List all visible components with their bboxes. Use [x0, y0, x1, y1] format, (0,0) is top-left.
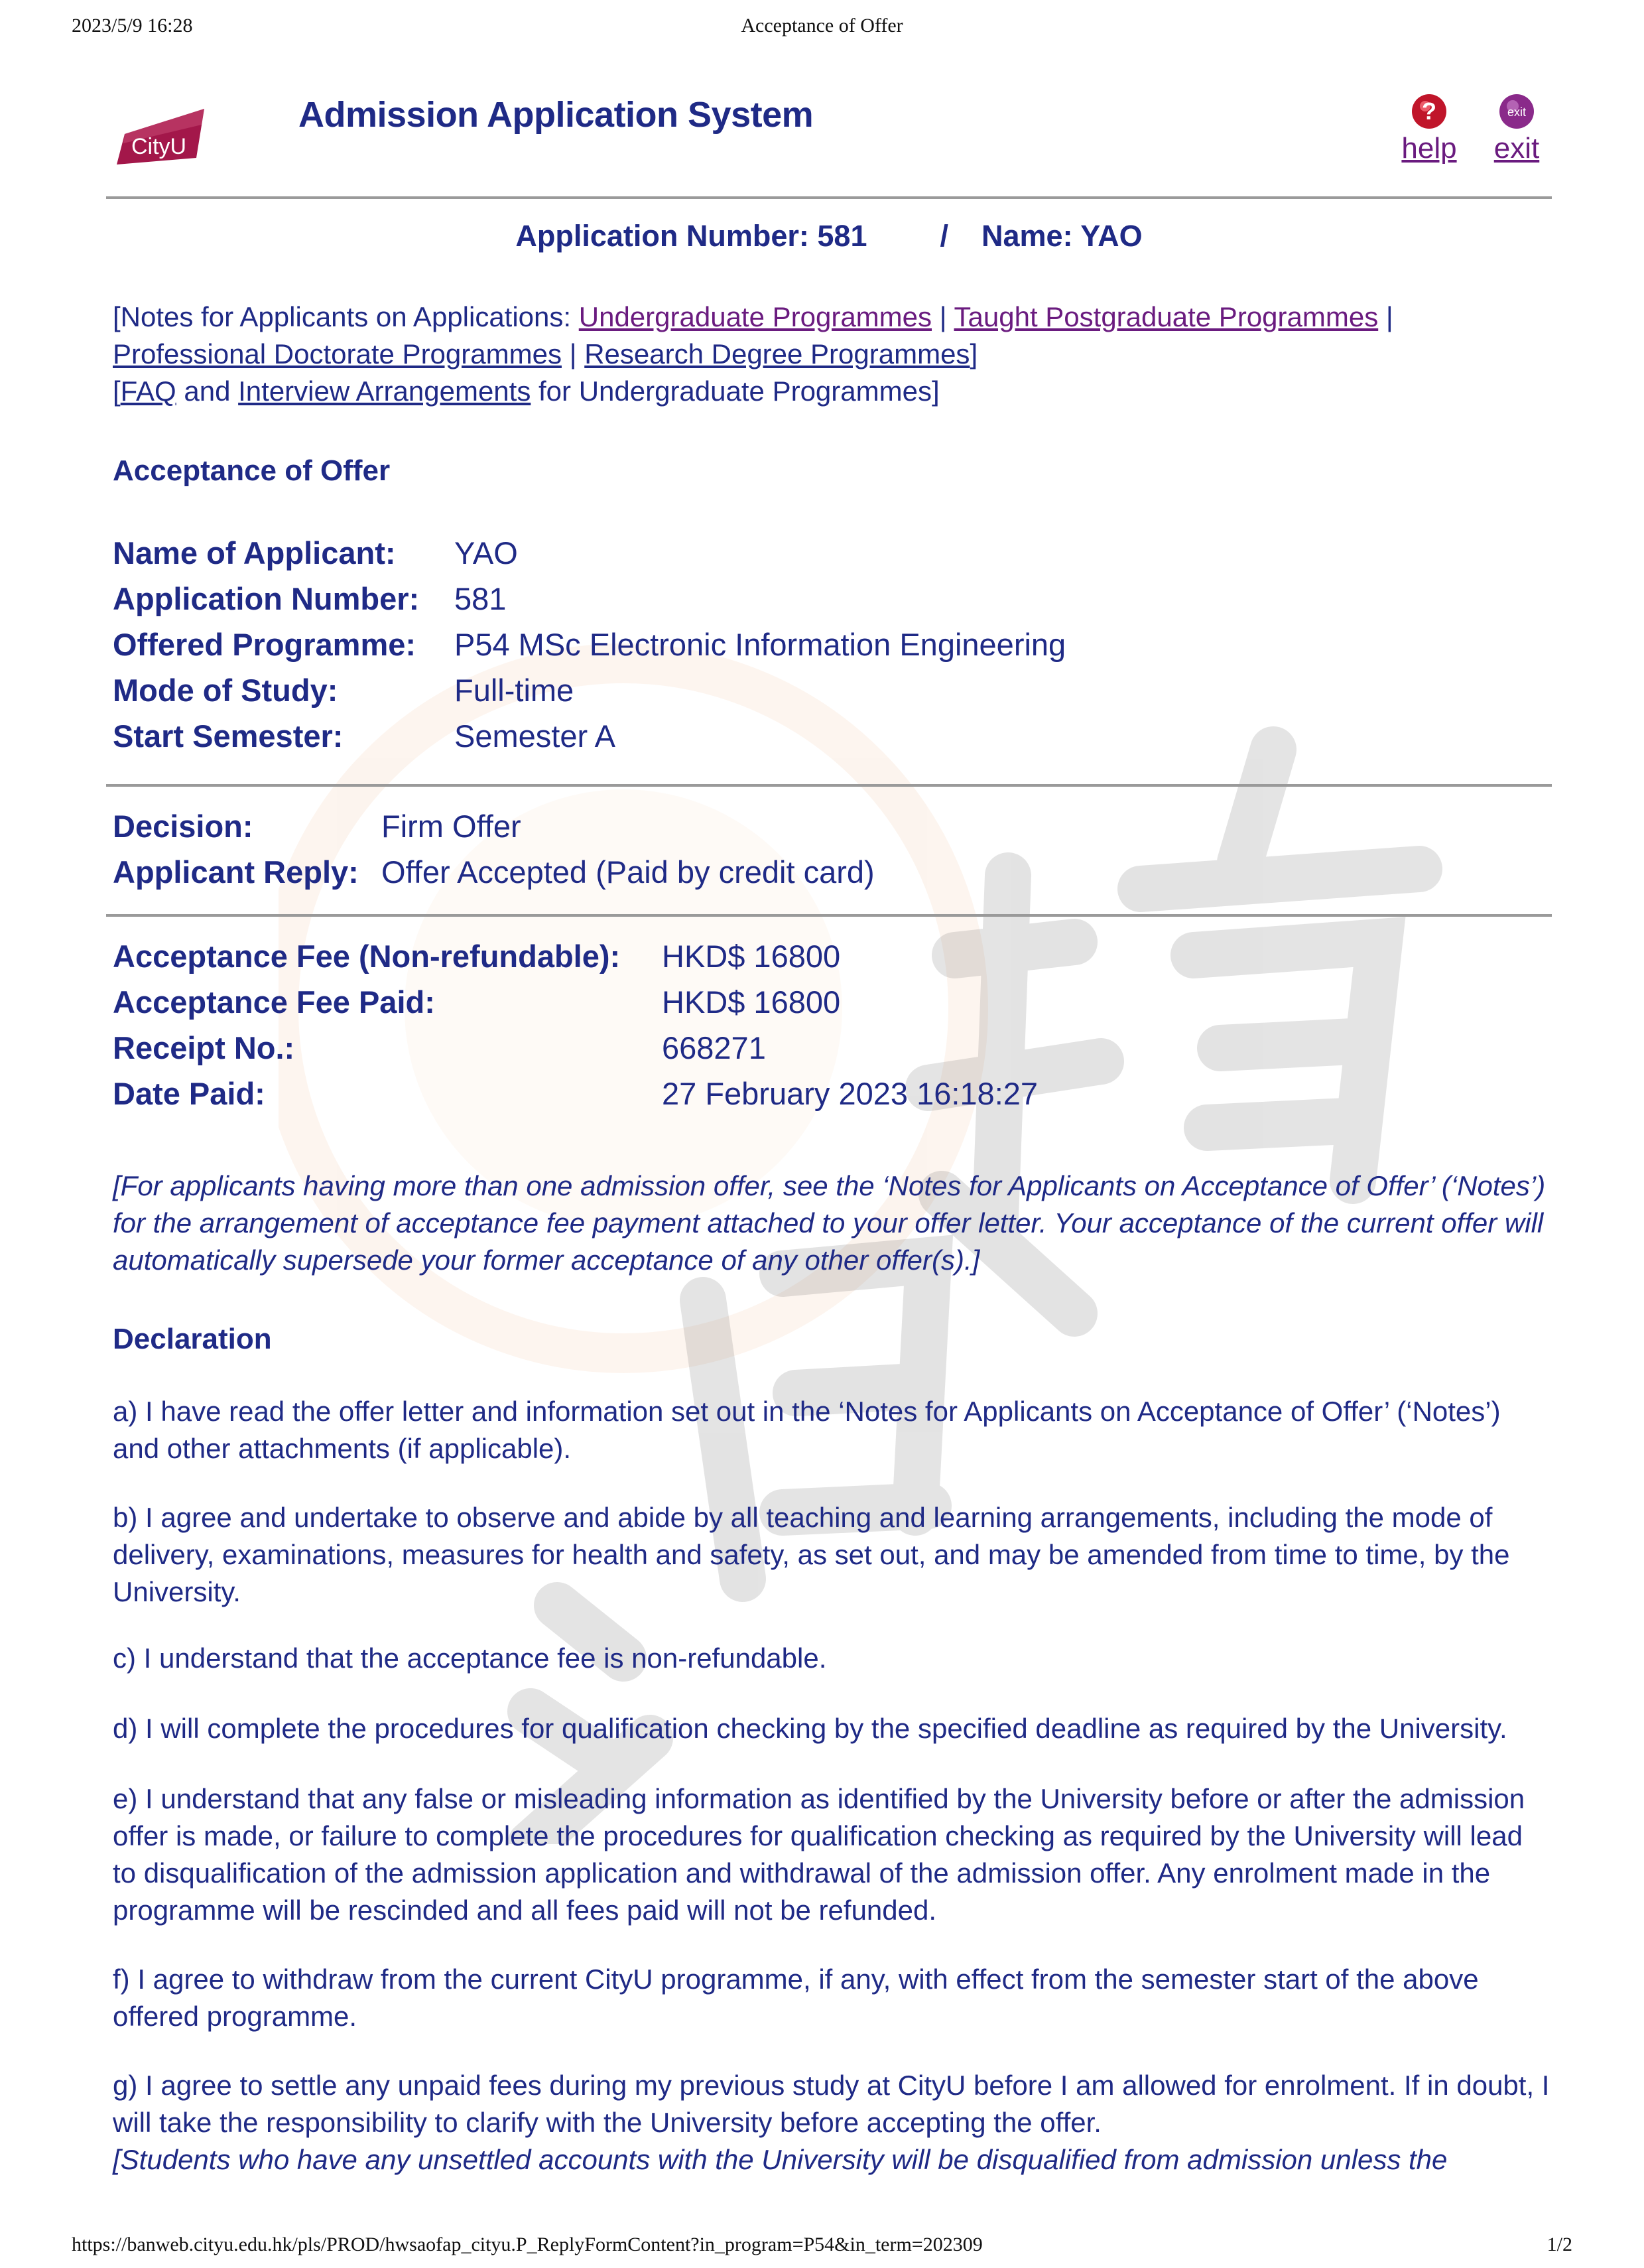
notes-links: [Notes for Applicants on Applications: Undergraduate Programmes | Taught Postgraduate Programmes | Professional Doctorate Programmes | Research Degree Programmes] [FAQ and Interview Arrangements for Undergraduate Programmes]	[113, 301, 1393, 407]
acceptance-heading: Acceptance of Offer	[113, 454, 391, 487]
application-summary	[106, 219, 1552, 253]
info-divider	[106, 784, 1552, 787]
help-icon[interactable]	[1411, 93, 1448, 130]
applicant-name-label: Name: YAO	[981, 219, 1143, 253]
help-link-group[interactable]	[1393, 93, 1466, 167]
application-number-label: Application Number: 581	[515, 219, 867, 253]
declaration-d: d) I will complete the procedures for qualification checking by the specified deadline as required by the University.	[113, 1713, 1507, 1744]
print-title: Acceptance of Offer	[741, 15, 903, 36]
declaration-heading: Declaration	[113, 1323, 272, 1355]
link-taught-postgraduate-programmes[interactable]: Taught Postgraduate Programmes	[954, 301, 1379, 332]
declaration-e: e) I understand that any false or misleading information as identified by the University before or after the admission offer is made, or failure to complete the procedures for qualification checking as required by the University will lead to disqualification of the admission application and withdrawal of the admission offer. Any enrolment made in the programme will be rescinded and all fees paid will not be refunded.	[113, 1783, 1525, 1926]
summary-separator: /	[940, 219, 948, 253]
exit-link-group[interactable]	[1480, 93, 1553, 167]
multi-offer-note: [For applicants having more than one admission offer, see the ‘Notes for Applicants on Acceptance of Offer’ (‘Notes’) for the arrangement of acceptance fee payment attached to your offer letter. Your acceptance of the current offer will automatically supersede your former acceptance of any other offer(s).]	[113, 1170, 1546, 1276]
declaration-g: g) I agree to settle any unpaid fees during my previous study at CityU before I am allowed for enrolment. If in doubt, I will take the responsibility to clarify with the University before accepting the offer.	[113, 2070, 1550, 2138]
link-faq[interactable]: FAQ	[120, 375, 176, 407]
print-page-number: 1/2	[1547, 2234, 1572, 2255]
declaration-a: a) I have read the offer letter and information set out in the ‘Notes for Applicants on Acceptance of Offer’ (‘Notes’) and other attachments (if applicable).	[113, 1396, 1501, 1464]
svg-text:?: ?	[1422, 98, 1436, 125]
exit-icon-text: exit	[1507, 105, 1527, 119]
print-url: https://banweb.cityu.edu.hk/pls/PROD/hwsaofap_cityu.P_ReplyFormContent?in_program=P54&in_term=202309	[72, 2234, 983, 2255]
help-link[interactable]: help	[1401, 132, 1457, 165]
header-divider	[106, 196, 1552, 199]
declaration-f: f) I agree to withdraw from the current CityU programme, if any, with effect from the semester start of the above offered programme.	[113, 1964, 1479, 2032]
exit-link[interactable]: exit	[1493, 132, 1540, 165]
link-undergraduate-programmes[interactable]: Undergraduate Programmes	[578, 301, 932, 332]
declaration-b: b) I agree and undertake to observe and abide by all teaching and learning arrangements, including the mode of delivery, examinations, measures for health and safety, as set out, and may be amended from time to time, by the University.	[113, 1502, 1510, 1607]
link-research-degree-programmes[interactable]: Research Degree Programmes	[584, 338, 970, 369]
top-links	[1393, 93, 1552, 172]
system-title: Admission Application System	[298, 95, 814, 135]
exit-icon[interactable]	[1498, 93, 1535, 130]
declaration-c: c) I understand that the acceptance fee is non-refundable.	[113, 1642, 827, 1674]
decision-divider	[106, 914, 1552, 917]
logo-text: CityU	[131, 134, 187, 159]
link-interview-arrangements[interactable]: Interview Arrangements	[238, 375, 531, 407]
link-professional-doctorate-programmes[interactable]: Professional Doctorate Programmes	[113, 338, 562, 369]
cityu-logo	[111, 101, 211, 174]
declaration-g-note: [Students who have any unsettled accounts with the University will be disqualified from admission unless the	[113, 2144, 1448, 2175]
print-date: 2023/5/9 16:28	[72, 15, 193, 36]
